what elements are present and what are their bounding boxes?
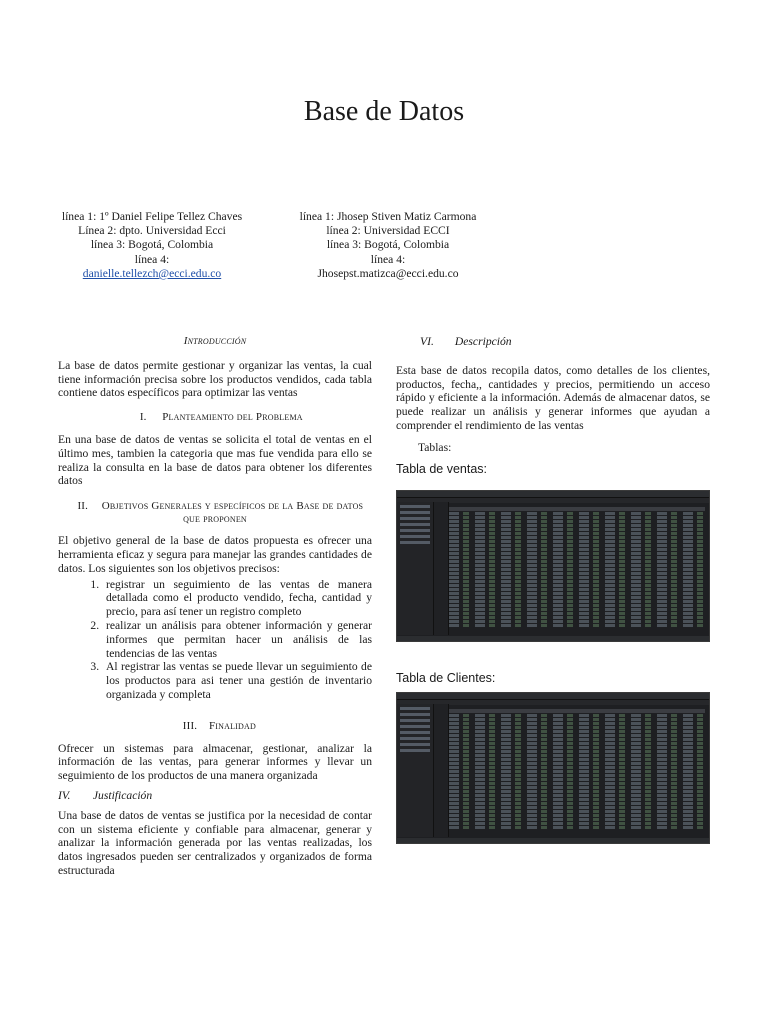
section-3-title: Finalidad [208,719,256,732]
section-1-number: I. [139,411,147,424]
section-4-paragraph: Una base de datos de ventas se justifica por la necesidad de contar con un sistema eficiente y confiable para almacenar, generar y analizar la información generada por las ventas realizadas, los datos ingresados pueden ser centralizados y organizados de forma estructurada [58,808,372,877]
document-title: Base de Datos [303,96,465,127]
section-2-paragraph: El objetivo general de la base de datos propuesta es ofrecer una herramienta eficaz y segura para manejar las grandes cantidades de datos. Los siguientes son los objetivos precisos: [58,534,372,575]
section-1-heading [58,411,372,425]
section-1-paragraph: En una base de datos de ventas se solicita el total de ventas en el último mes, tambien la categoria que mas fue vendida para ello se realiza la consulta en la base de datos para obtener los diferentes datos [58,432,372,488]
author-1-line1: línea 1: 1º Daniel Felipe Tellez Chaves [61,210,243,223]
section-4-number: IV. [58,788,71,802]
list-item: 1. registrar un seguimiento de las ventas de manera detallada como el producto vendido, fecha, cantidad y precio, para así tener un registro completo [102,578,372,619]
table-clientes-screenshot [396,692,710,844]
section-3-heading [58,720,372,734]
author-block-1 [32,210,272,281]
section-2-heading [58,500,372,526]
section-6-number: VI. [420,335,434,348]
author-1-line2: Línea 2: dpto. Universidad Ecci [78,224,226,238]
tablas-label: Tablas: [418,440,452,454]
right-column [396,335,710,844]
author-1-line3: línea 3: Bogotá, Colombia [90,238,214,252]
author-2-line3: línea 3: Bogotá, Colombia [326,238,450,252]
objectives-list [58,578,372,702]
author-2-line2: línea 2: Universidad ECCI [326,224,450,238]
section-6-title: Descripción [454,335,512,348]
section-4-title: Justificación [92,788,153,802]
table-ventas-caption: Tabla de ventas: [396,461,488,476]
list-item: 3. Al registrar las ventas se puede llevar un seguimiento de los productos para asi tener una gestión de inventario organizada y completa [102,660,372,701]
left-column [58,335,372,878]
section-4-heading [58,789,372,803]
section-2-number: II. [77,500,89,513]
table-clientes-caption: Tabla de Clientes: [396,671,496,686]
author-block-2 [268,210,508,281]
table-ventas-screenshot [396,490,710,642]
section-6-heading [396,335,710,349]
author-2-email: Jhosepst.matizca@ecci.edu.co [317,266,459,280]
section-1-title: Planteamiento del Problema [162,411,303,424]
section-2-title: Objetivos Generales y específicos de la Base de datos que proponen [101,500,364,526]
list-item: 2. realizar un análisis para obtener información y generar informes que permitan hacer un análisis de las tendencias de las ventas [102,619,372,660]
section-3-number: III. [182,719,198,732]
intro-heading: Introducción [183,335,247,347]
author-2-line4: línea 4: [370,252,406,266]
author-1-email-link[interactable]: danielle.tellezch@ecci.edu.co [82,266,222,280]
author-1-line4: línea 4: [134,252,170,266]
author-2-line1: línea 1: Jhosep Stiven Matiz Carmona [299,210,477,223]
intro-paragraph: La base de datos permite gestionar y organizar las ventas, la cual tiene información precisa sobre los productos vendidos, cada tabla contiene datos específicos para optimizar las ventas [58,358,372,400]
section-3-paragraph: Ofrecer un sistemas para almacenar, gestionar, analizar la información de las ventas, para generar informes y llevar un seguimiento de los productos de una manera organizada [58,741,372,783]
section-6-paragraph: Esta base de datos recopila datos, como detalles de los clientes, productos, fecha,, cantidades y precios, permitiendo un acceso rápido y eficiente a la información. Además de almacenar datos, se puede realizar un análisis y generar informes que ayudan a comprender el rendimiento de las ventas [396,363,710,432]
